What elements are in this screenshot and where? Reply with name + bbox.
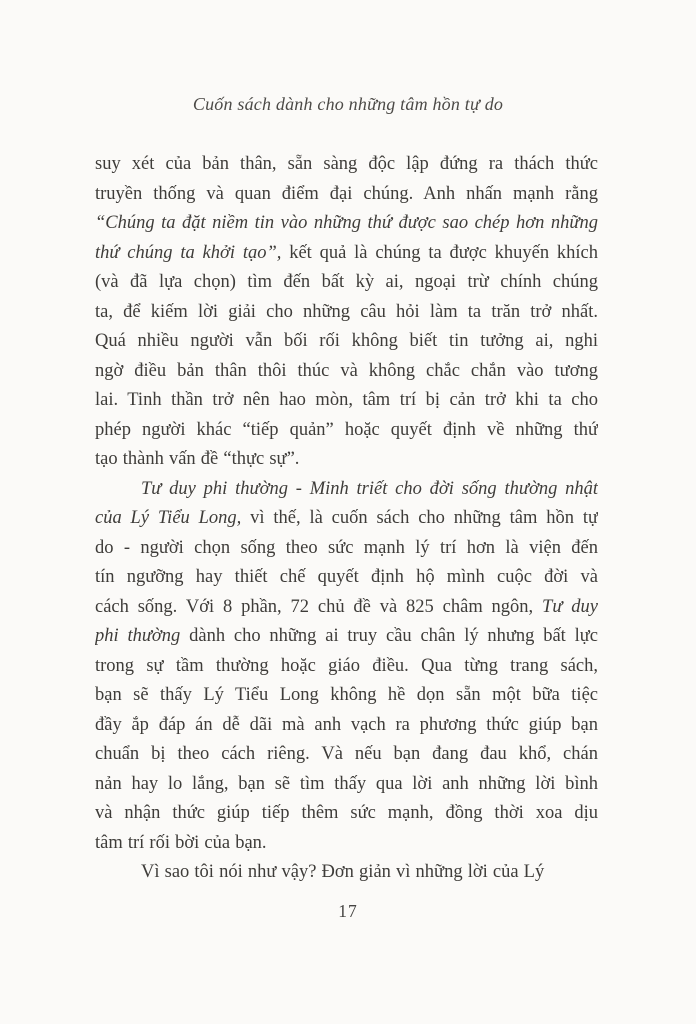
text-run: đầy ắp đáp án dễ dãi mà anh vạch ra phương thức giúp bạn [95, 714, 598, 735]
text-run: và nhận thức giúp tiếp thêm sức mạnh, đồng thời xoa dịu [95, 803, 598, 823]
text-line [95, 209, 598, 239]
text-run: phi thường [95, 626, 181, 646]
text-run: Tư duy phi thường - Minh triết cho đời sống thường nhật [141, 478, 598, 499]
text-line [95, 593, 598, 623]
text-run: do - người chọn sống theo sức mạnh lý trí hơn là viện đến [95, 537, 598, 558]
text-line [95, 770, 598, 800]
text-line [95, 298, 598, 328]
text-line [95, 652, 598, 682]
text-line [95, 180, 598, 210]
page-body [95, 150, 598, 888]
text-run: (và đã lựa chọn) tìm đến bất kỳ ai, ngoại trừ chính chúng [95, 272, 598, 292]
text-run: ta, để kiếm lời giải cho những câu hỏi làm ta trăn trở nhất. [95, 301, 598, 322]
text-run: vì thế, là cuốn sách cho những tâm hồn tự [241, 508, 598, 528]
text-run: Quá nhiều người vẫn bối rối không biết tin tưởng ai, nghi [95, 331, 598, 351]
text-line [95, 239, 598, 269]
text-run: “Chúng ta đặt niềm tin vào những thứ được sao chép hơn những [95, 213, 598, 233]
text-line [95, 445, 598, 475]
text-line [95, 268, 598, 298]
text-line [95, 534, 598, 564]
text-run: thứ chúng ta khởi tạo”, [95, 242, 282, 263]
text-line [95, 475, 598, 505]
text-run: ngờ điều bản thân thôi thúc và không chắc chắn vào tương [95, 360, 598, 381]
text-line [95, 740, 598, 770]
text-run: nản hay lo lắng, bạn sẽ tìm thấy qua lời anh những lời bình [95, 773, 598, 794]
page-number: 17 [338, 901, 358, 921]
running-header: Cuốn sách dành cho những tâm hồn tự do [192, 94, 504, 114]
text-run: Vì sao tôi nói như vậy? Đơn giản vì những lời của Lý [141, 862, 545, 882]
text-run: tín ngưỡng hay thiết chế quyết định hộ mình cuộc đời và [95, 567, 598, 587]
text-line [95, 386, 598, 416]
text-run: cách sống. Với 8 phần, 72 chủ đề và 825 châm ngôn, [95, 596, 543, 617]
text-run: phép người khác “tiếp quản” hoặc quyết định về những thứ [95, 419, 598, 440]
text-run: kết quả là chúng ta được khuyến khích [281, 242, 598, 263]
text-run: chuẩn bị theo cách riêng. Và nếu bạn đang đau khổ, chán [95, 744, 598, 764]
text-run: lai. Tinh thần trở nên hao mòn, tâm trí bị cản trở khi ta cho [95, 390, 598, 410]
text-run: Tư duy [542, 596, 598, 617]
text-line [95, 327, 598, 357]
text-line [95, 357, 598, 387]
text-run: suy xét của bản thân, sẵn sàng độc lập đứng ra thách thức [95, 154, 598, 174]
text-line [95, 681, 598, 711]
text-line [95, 622, 598, 652]
text-line [95, 416, 598, 446]
text-line [95, 150, 598, 180]
text-line [95, 563, 598, 593]
text-run: truyền thống và quan điểm đại chúng. Anh nhấn mạnh rằng [95, 183, 598, 204]
text-line [95, 711, 598, 741]
text-run: bạn sẽ thấy Lý Tiểu Long không hề dọn sẵn một bữa tiệc [95, 685, 598, 705]
text-run: tạo thành vấn đề “thực sự”. [95, 449, 300, 469]
text-run: trong sự tầm thường hoặc giáo điều. Qua từng trang sách, [95, 655, 598, 676]
text-run: dành cho những ai truy cầu chân lý nhưng bất lực [180, 626, 598, 646]
text-line [95, 829, 598, 859]
text-run: tâm trí rối bời của bạn. [95, 832, 267, 853]
text-line [95, 799, 598, 829]
text-line [95, 504, 598, 534]
text-run: của Lý Tiểu Long, [95, 508, 242, 528]
text-line [95, 858, 598, 888]
